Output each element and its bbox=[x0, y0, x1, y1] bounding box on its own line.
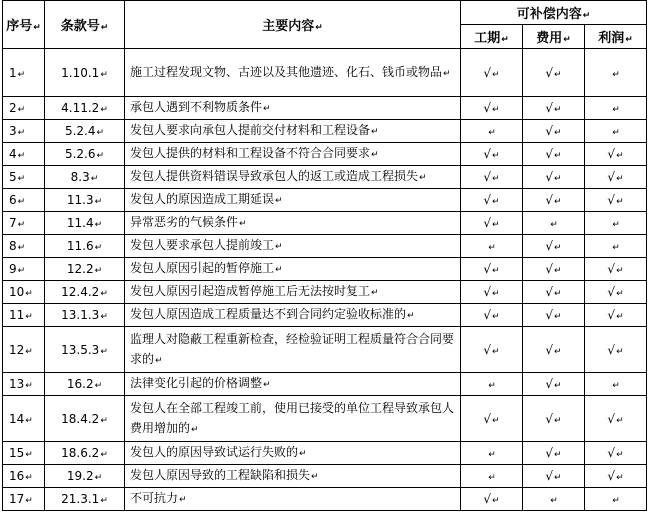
row-period-cell: √↵ bbox=[461, 49, 523, 97]
row-content-cell: 监理人对隐蔽工程重新检查，经检验证明工程质量符合合同要求的↵ bbox=[125, 327, 461, 373]
row-profit-cell: √↵ bbox=[585, 442, 647, 465]
row-profit-cell: √↵ bbox=[585, 304, 647, 327]
row-cost-cell: √↵ bbox=[523, 49, 585, 97]
table-row bbox=[3, 304, 647, 327]
row-content-cell: 发包人提供的材料和工程设备不符合合同要求↵ bbox=[125, 143, 461, 166]
row-profit-cell: √↵ bbox=[585, 327, 647, 373]
row-cost-cell: √↵ bbox=[523, 327, 585, 373]
row-seq-cell: 2↵ bbox=[3, 97, 45, 120]
row-content-cell: 发包人在全部工程竣工前，使用已接受的单位工程导致承包人费用增加的↵ bbox=[125, 396, 461, 442]
row-clause-cell: 13.5.3↵ bbox=[45, 327, 125, 373]
table-row bbox=[3, 373, 647, 396]
row-profit-cell: √↵ bbox=[585, 258, 647, 281]
row-content-cell: 发包人提供资料错误导致承包人的返工或造成工程损失↵ bbox=[125, 166, 461, 189]
row-seq-cell: 4↵ bbox=[3, 143, 45, 166]
row-seq-cell: 8↵ bbox=[3, 235, 45, 258]
row-content-cell: 发包人的原因导致试运行失败的↵ bbox=[125, 442, 461, 465]
header-profit: 利润↵ bbox=[585, 25, 647, 49]
row-profit-cell: √↵ bbox=[585, 189, 647, 212]
row-clause-cell: 8.3↵ bbox=[45, 166, 125, 189]
row-seq-cell: 11↵ bbox=[3, 304, 45, 327]
table-row bbox=[3, 212, 647, 235]
compensation-table bbox=[2, 0, 647, 511]
row-period-cell: ↵ bbox=[461, 442, 523, 465]
row-period-cell: ↵ bbox=[461, 465, 523, 488]
row-profit-cell: √↵ bbox=[585, 396, 647, 442]
row-period-cell: √↵ bbox=[461, 396, 523, 442]
header-content: 主要内容↵ bbox=[125, 1, 461, 49]
header-seq: 序号↵ bbox=[3, 1, 45, 49]
table-body bbox=[3, 49, 647, 511]
row-clause-cell: 18.6.2↵ bbox=[45, 442, 125, 465]
table-row bbox=[3, 488, 647, 511]
row-clause-cell: 11.6↵ bbox=[45, 235, 125, 258]
row-clause-cell: 4.11.2↵ bbox=[45, 97, 125, 120]
row-seq-cell: 5↵ bbox=[3, 166, 45, 189]
row-cost-cell: √↵ bbox=[523, 396, 585, 442]
row-seq-cell: 14↵ bbox=[3, 396, 45, 442]
row-seq-cell: 17↵ bbox=[3, 488, 45, 511]
row-clause-cell: 5.2.4↵ bbox=[45, 120, 125, 143]
row-clause-cell: 12.2↵ bbox=[45, 258, 125, 281]
row-seq-cell: 6↵ bbox=[3, 189, 45, 212]
header-cost: 费用↵ bbox=[523, 25, 585, 49]
row-period-cell: √↵ bbox=[461, 212, 523, 235]
row-clause-cell: 12.4.2↵ bbox=[45, 281, 125, 304]
row-period-cell: √↵ bbox=[461, 281, 523, 304]
row-cost-cell: √↵ bbox=[523, 442, 585, 465]
row-cost-cell: √↵ bbox=[523, 120, 585, 143]
table-row bbox=[3, 143, 647, 166]
row-cost-cell: √↵ bbox=[523, 281, 585, 304]
row-profit-cell: ↵ bbox=[585, 120, 647, 143]
table-row bbox=[3, 396, 647, 442]
row-cost-cell: √↵ bbox=[523, 465, 585, 488]
row-seq-cell: 1↵ bbox=[3, 49, 45, 97]
row-content-cell: 发包人原因造成工程质量达不到合同约定验收标准的↵ bbox=[125, 304, 461, 327]
row-period-cell: ↵ bbox=[461, 373, 523, 396]
row-cost-cell: √↵ bbox=[523, 304, 585, 327]
row-period-cell: √↵ bbox=[461, 189, 523, 212]
row-cost-cell: √↵ bbox=[523, 166, 585, 189]
header-period: 工期↵ bbox=[461, 25, 523, 49]
row-clause-cell: 1.10.1↵ bbox=[45, 49, 125, 97]
row-profit-cell: ↵ bbox=[585, 97, 647, 120]
row-clause-cell: 5.2.6↵ bbox=[45, 143, 125, 166]
row-clause-cell: 11.3↵ bbox=[45, 189, 125, 212]
row-seq-cell: 15↵ bbox=[3, 442, 45, 465]
row-period-cell: √↵ bbox=[461, 143, 523, 166]
row-profit-cell: √↵ bbox=[585, 465, 647, 488]
row-seq-cell: 16↵ bbox=[3, 465, 45, 488]
row-seq-cell: 10↵ bbox=[3, 281, 45, 304]
row-content-cell: 施工过程发现文物、古迹以及其他遗迹、化石、钱币或物品↵ bbox=[125, 49, 461, 97]
row-clause-cell: 19.2↵ bbox=[45, 465, 125, 488]
row-seq-cell: 7↵ bbox=[3, 212, 45, 235]
row-content-cell: 发包人要求向承包人提前交付材料和工程设备↵ bbox=[125, 120, 461, 143]
row-cost-cell: √↵ bbox=[523, 97, 585, 120]
row-content-cell: 发包人的原因造成工期延误↵ bbox=[125, 189, 461, 212]
row-period-cell: √↵ bbox=[461, 327, 523, 373]
row-clause-cell: 11.4↵ bbox=[45, 212, 125, 235]
row-cost-cell: ↵ bbox=[523, 488, 585, 511]
row-content-cell: 法律变化引起的价格调整↵ bbox=[125, 373, 461, 396]
row-seq-cell: 9↵ bbox=[3, 258, 45, 281]
row-content-cell: 承包人遇到不利物质条件↵ bbox=[125, 97, 461, 120]
row-cost-cell: √↵ bbox=[523, 258, 585, 281]
table-row bbox=[3, 49, 647, 97]
table-row bbox=[3, 189, 647, 212]
row-content-cell: 发包人要求承包人提前竣工↵ bbox=[125, 235, 461, 258]
table-row bbox=[3, 465, 647, 488]
row-cost-cell: √↵ bbox=[523, 373, 585, 396]
row-seq-cell: 3↵ bbox=[3, 120, 45, 143]
header-compensable: 可补偿内容↵ bbox=[461, 1, 647, 25]
table-row bbox=[3, 442, 647, 465]
table-row bbox=[3, 97, 647, 120]
table-row bbox=[3, 327, 647, 373]
row-profit-cell: √↵ bbox=[585, 166, 647, 189]
row-profit-cell: ↵ bbox=[585, 488, 647, 511]
row-period-cell: √↵ bbox=[461, 97, 523, 120]
row-clause-cell: 16.2↵ bbox=[45, 373, 125, 396]
row-period-cell: √↵ bbox=[461, 166, 523, 189]
row-period-cell: √↵ bbox=[461, 488, 523, 511]
row-profit-cell: ↵ bbox=[585, 235, 647, 258]
row-period-cell: √↵ bbox=[461, 258, 523, 281]
table-row bbox=[3, 166, 647, 189]
row-content-cell: 发包人原因导致的工程缺陷和损失↵ bbox=[125, 465, 461, 488]
row-cost-cell: ↵ bbox=[523, 212, 585, 235]
row-profit-cell: ↵ bbox=[585, 49, 647, 97]
row-seq-cell: 12↵ bbox=[3, 327, 45, 373]
row-content-cell: 异常恶劣的气候条件↵ bbox=[125, 212, 461, 235]
header-clause: 条款号↵ bbox=[45, 1, 125, 49]
table-row bbox=[3, 120, 647, 143]
row-content-cell: 发包人原因引起造成暂停施工后无法按时复工↵ bbox=[125, 281, 461, 304]
table-row bbox=[3, 281, 647, 304]
row-seq-cell: 13↵ bbox=[3, 373, 45, 396]
row-period-cell: ↵ bbox=[461, 120, 523, 143]
table-row bbox=[3, 235, 647, 258]
row-clause-cell: 18.4.2↵ bbox=[45, 396, 125, 442]
row-profit-cell: √↵ bbox=[585, 281, 647, 304]
table-row bbox=[3, 258, 647, 281]
row-content-cell: 不可抗力↵ bbox=[125, 488, 461, 511]
row-profit-cell: √↵ bbox=[585, 143, 647, 166]
row-period-cell: ↵ bbox=[461, 235, 523, 258]
row-period-cell: √↵ bbox=[461, 304, 523, 327]
row-content-cell: 发包人原因引起的暂停施工↵ bbox=[125, 258, 461, 281]
row-profit-cell: ↵ bbox=[585, 373, 647, 396]
row-cost-cell: √↵ bbox=[523, 143, 585, 166]
row-clause-cell: 13.1.3↵ bbox=[45, 304, 125, 327]
row-clause-cell: 21.3.1↵ bbox=[45, 488, 125, 511]
row-profit-cell: ↵ bbox=[585, 212, 647, 235]
row-cost-cell: √↵ bbox=[523, 235, 585, 258]
row-cost-cell: √↵ bbox=[523, 189, 585, 212]
